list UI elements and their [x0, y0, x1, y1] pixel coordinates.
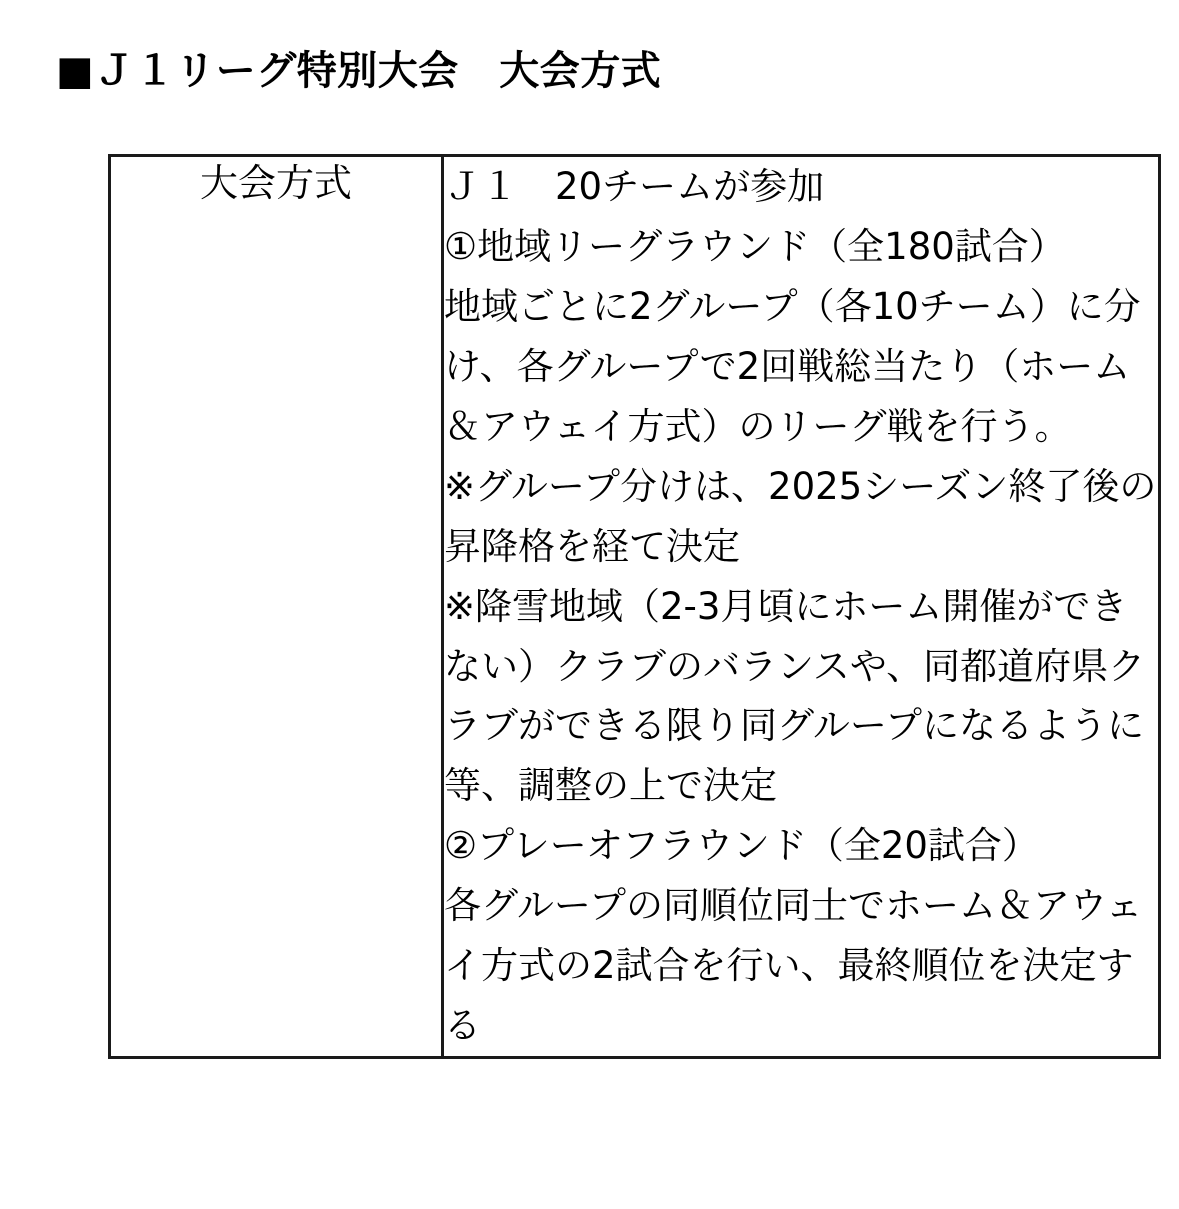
tournament-format-table	[108, 154, 1161, 1059]
row-body-cell	[443, 156, 1160, 1058]
row-body-text: Ｊ１ 20チームが参加 ①地域リーグラウンド（全180試合） 地域ごとに2グループ（各10チーム）に分け、各グループで2回戦総当たり（ホーム＆アウェイ方式）のリーグ戦を行う。 ※グループ分けは、2025シーズン終了後の昇降格を経て決定 ※降雪地域（2-3月頃にホーム開催ができない）クラブのバランスや、同都道府県クラブができる限り同グループになるように等、調整の上で決定 ②プレーオフラウンド（全20試合） 各グループの同順位同士でホーム＆アウェイ方式の2試合を行い、最終順位を決定する	[444, 165, 1157, 1048]
tournament-format-table-wrapper	[108, 154, 1168, 1059]
row-label-text: 大会方式	[199, 161, 352, 205]
row-label-cell	[110, 156, 443, 1058]
page-title: ■Ｊ１リーグ特別大会 大会方式	[56, 48, 662, 94]
table-row	[110, 156, 1160, 1058]
